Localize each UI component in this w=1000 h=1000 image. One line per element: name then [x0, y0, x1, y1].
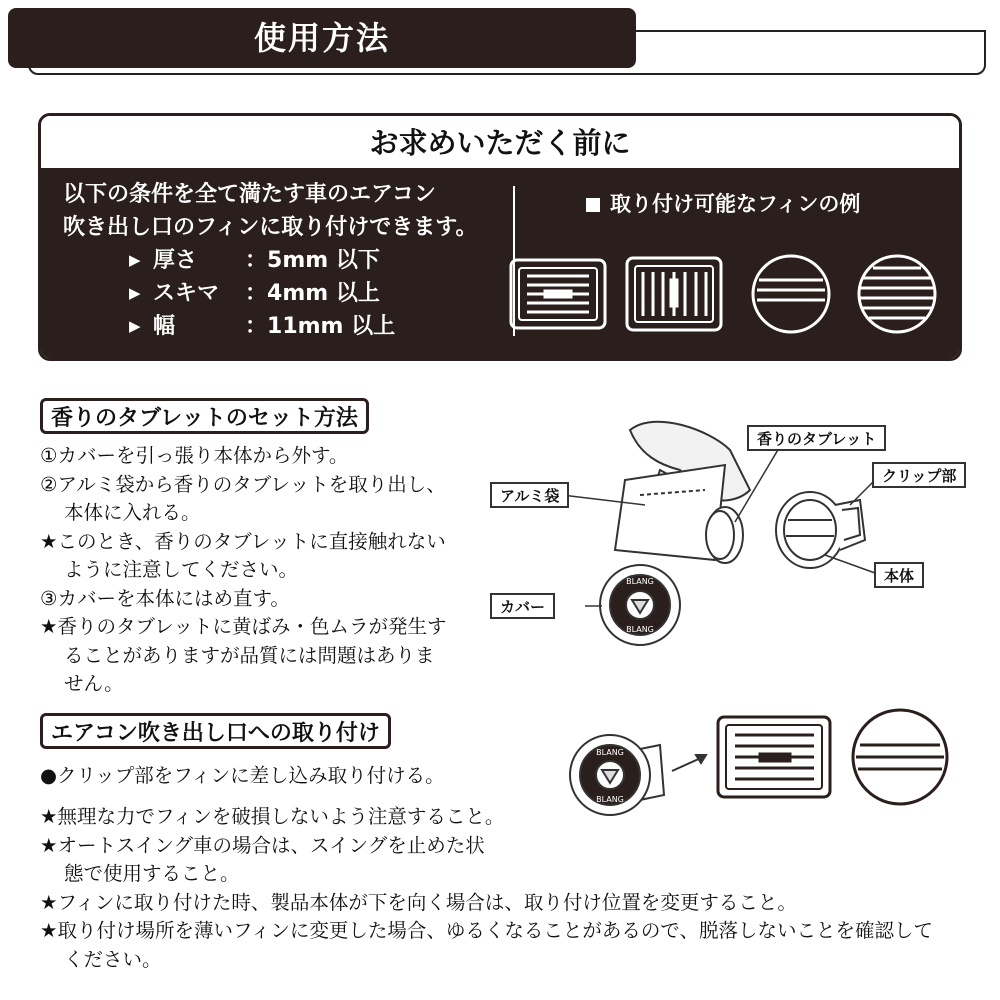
callout-foil-bag: アルミ袋 [490, 482, 569, 508]
condition-label: 厚さ [153, 248, 198, 273]
condition-value: 4mm 以上 [267, 281, 380, 306]
condition-value: 5mm 以下 [267, 248, 380, 273]
vertical-fin-vent-icon [627, 258, 721, 330]
mount-illustration [560, 705, 960, 835]
cover-brand-text: BLANG [596, 748, 624, 757]
tablet-steps [40, 442, 490, 699]
step-line: ③カバーを本体にはめ直す。 [40, 586, 290, 610]
step-line: ①カバーを引っ張り本体から外す。 [40, 444, 349, 467]
tablet-set-illustration [480, 410, 970, 660]
condition-row [129, 244, 503, 277]
condition-sep: ： [245, 281, 268, 306]
horizontal-fin-vent-icon [511, 260, 605, 328]
note-line: ★取り付け場所を薄いフィンに変更した場合、ゆるくなることがあるので、脱落しないことを確認して [40, 919, 934, 942]
triangle-bullet-icon: ▶ [129, 284, 141, 302]
examples-title-text: 取り付け可能なフィンの例 [610, 192, 861, 216]
condition-value: 11mm 以上 [267, 314, 396, 339]
step-line: ★香りのタブレットに黄ばみ・色ムラが発生す [40, 615, 447, 638]
note-line: ★オートスイング車の場合は、スイングを止めた状 [40, 833, 485, 857]
cover-brand-text: BLANG [626, 577, 654, 586]
condition-row [129, 277, 503, 310]
callout-cover: カバー [490, 593, 555, 619]
fin-examples-illustration [501, 238, 961, 348]
intro-line-2: 吹き出し口のフィンに取り付けできます。 [63, 215, 478, 240]
note-line: ★フィンに取り付けた時、製品本体が下を向く場合は、取り付け位置を変更すること。 [40, 890, 797, 914]
callout-clip: クリップ部 [872, 462, 966, 488]
condition-row [129, 310, 503, 343]
cover-brand-text: BLANG [626, 625, 654, 634]
conditions-text [63, 178, 503, 343]
step-line: 本体に入れる。 [64, 501, 201, 524]
condition-sep: ： [245, 248, 268, 273]
round-two-fin-vent-icon [853, 710, 947, 804]
page-title: 使用方法 [8, 8, 636, 68]
step-line: ように注意してください。 [64, 558, 299, 581]
prerequisite-title: お求めいただく前に [41, 116, 959, 168]
condition-label: 幅 [153, 314, 176, 339]
mount-section-title: エアコン吹き出し口への取り付け [40, 713, 391, 749]
examples-title [586, 188, 860, 218]
step-line: ★このとき、香りのタブレットに直接触れない [40, 529, 446, 553]
triangle-bullet-icon: ▶ [129, 317, 141, 335]
cover-brand-text: BLANG [596, 795, 624, 804]
freshener-icon [570, 735, 664, 815]
note-line: ください。 [64, 947, 162, 971]
callout-body: 本体 [874, 562, 924, 588]
round-two-fin-vent-icon [753, 256, 829, 332]
step-line: ②アルミ袋から香りのタブレットを取り出し、 [40, 472, 446, 496]
arrow-icon [672, 755, 706, 771]
triangle-bullet-icon: ▶ [129, 251, 141, 269]
horizontal-fin-vent-icon [718, 717, 830, 797]
cover-icon [600, 565, 680, 645]
round-multi-fin-vent-icon [859, 256, 935, 332]
tablet-disc-icon [706, 507, 743, 563]
condition-label: スキマ [153, 281, 220, 306]
intro-line-1: 以下の条件を全て満たす車のエアコン [63, 182, 436, 207]
tablet-section-title: 香りのタブレットのセット方法 [40, 398, 369, 434]
square-bullet-icon [586, 198, 600, 212]
step-line: せん。 [64, 672, 124, 695]
callout-tablet: 香りのタブレット [747, 425, 886, 451]
note-line: ★無理な力でフィンを破損しないよう注意すること。 [40, 805, 505, 828]
prerequisite-panel [38, 113, 962, 361]
condition-sep: ： [245, 314, 268, 339]
note-line: 態で使用すること。 [64, 862, 240, 885]
step-line: ることがありますが品質には問題はありま [64, 643, 435, 667]
mount-bullet: ●クリップ部をフィンに差し込み取り付ける。 [40, 764, 445, 787]
prerequisite-body [41, 168, 959, 361]
